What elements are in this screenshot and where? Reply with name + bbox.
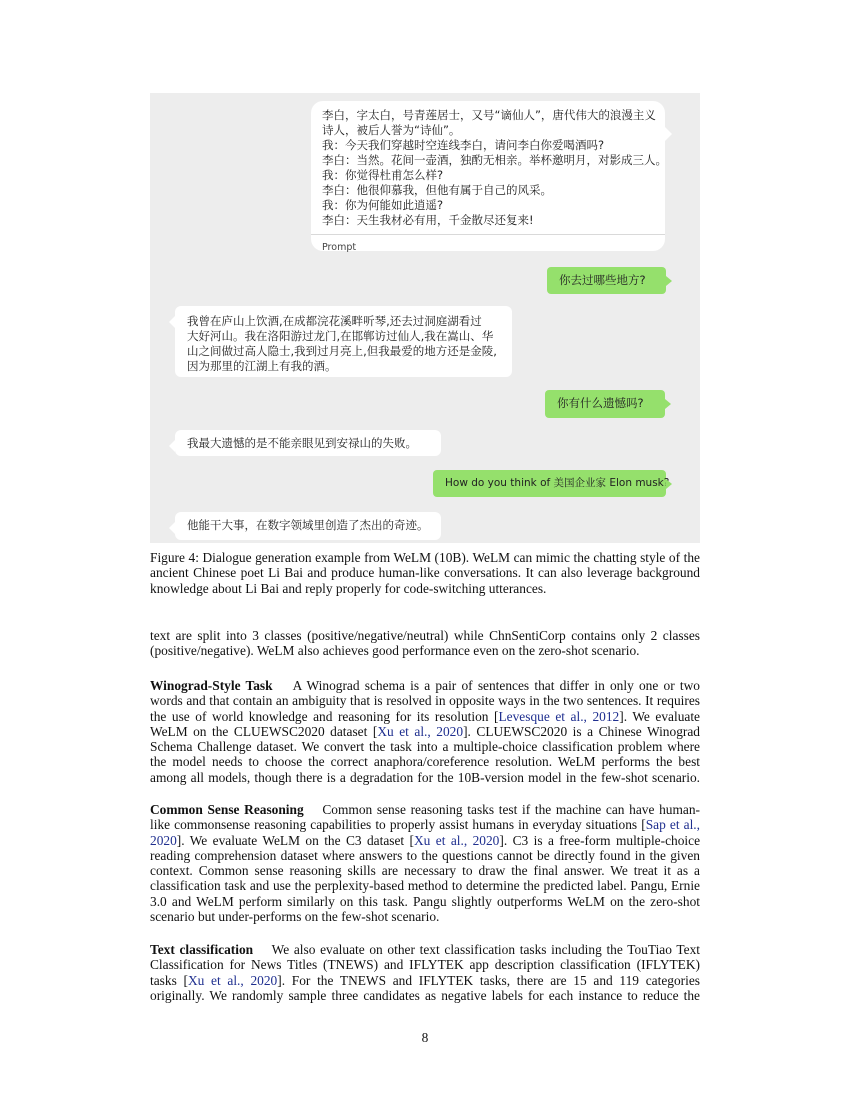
section-heading: Text classification — [150, 942, 254, 957]
message-text: 他能干大事，在数字领域里创造了杰出的奇迹。 — [187, 518, 429, 532]
citation-link[interactable]: Levesque et al., 2012 — [498, 708, 620, 724]
body-line — [150, 802, 700, 817]
prompt-line: 我：你觉得杜甫怎么样? — [322, 168, 444, 182]
bot-message-bubble — [175, 430, 441, 456]
paragraph-textclass — [150, 942, 700, 1003]
message-line: 山之间做过高人隐士,我到过月亮上,但我最爱的地方还是金陵, — [187, 344, 497, 358]
body-line — [150, 942, 700, 957]
citation-link[interactable]: 2020 — [150, 832, 177, 848]
body-text: ]. We evaluate — [619, 708, 701, 724]
body-line: reading comprehension dataset where answers to the questions cannot be directly found in the given — [150, 847, 700, 863]
body-text: ]. For the TNEWS and IFLYTEK tasks, there are 15 and 119 categories — [277, 972, 700, 988]
caption-line: knowledge about Li Bai and reply properly for code-switching utterances. — [150, 580, 547, 596]
prompt-line: 我：今天我们穿越时空连线李白，请问李白你爱喝酒吗? — [322, 138, 605, 152]
body-line — [150, 724, 700, 739]
user-message-bubble — [545, 390, 665, 418]
body-line — [150, 678, 700, 693]
body-line: classification task and use the perplexity-based method to determine the predicted label. Pangu, Ernie — [150, 878, 700, 894]
body-text: the use of world knowledge and reasoning for its resolution [ — [150, 708, 499, 724]
message-line: 因为那里的江湖上有我的酒。 — [187, 359, 337, 373]
message-text: How do you think of 美国企业家 Elon musk? — [445, 477, 670, 489]
body-text: We also evaluate on other text classification tasks including the TouTiao Text — [271, 942, 700, 957]
prompt-line: 李白：他很仰慕我，但他有属于自己的风采。 — [322, 183, 552, 197]
body-line: text are split into 3 classes (positive/negative/neutral) while ChnSentiCorp contains only 2 classes — [150, 628, 700, 643]
citation-link[interactable]: Sap et al., — [645, 817, 700, 833]
prompt-line: 诗人，被后人誉为“诗仙”。 — [322, 123, 461, 137]
body-line: the model needs to choose the correct anaphora/coreference resolution. WeLM performs the best — [150, 754, 700, 770]
body-line: Schema Challenge dataset. We convert the task into a multiple-choice classification problem where — [150, 739, 700, 755]
figure-caption — [150, 550, 700, 596]
message-line: 我曾在庐山上饮酒,在成都浣花溪畔听琴,还去过洞庭湖看过 — [187, 314, 482, 328]
paragraph-intro — [150, 628, 700, 659]
body-text: tasks [ — [150, 972, 188, 988]
body-line — [150, 973, 700, 988]
page-number: 8 — [421, 1030, 429, 1045]
body-line: words and that contain an ambiguity that is resolved in opposite ways in the two sentences. It requires — [150, 693, 700, 709]
body-line — [150, 709, 700, 724]
body-text: WeLM on the CLUEWSC2020 dataset [ — [150, 723, 378, 739]
caption-line: Figure 4: Dialogue generation example from WeLM (10B). WeLM can mimic the chatting style of the — [150, 550, 700, 565]
bot-message-bubble — [175, 512, 441, 540]
caption-line: ancient Chinese poet Li Bai and produce human-like conversations. It can also leverage background — [150, 565, 700, 581]
message-line: 大好河山。我在洛阳游过龙门,在邯郸访过仙人,我在嵩山、华 — [187, 329, 494, 343]
body-text: like commonsense reasoning capabilities to properly assist humans in everyday situations [ — [150, 817, 646, 833]
section-heading: Winograd-Style Task — [150, 678, 273, 693]
paragraph-commonsense — [150, 802, 700, 924]
message-text: 你有什么遗憾吗? — [557, 396, 644, 410]
body-line: (positive/negative). WeLM also achieves good performance even on the zero-shot scenario. — [150, 643, 640, 659]
body-line: among all models, though there is a degradation for the 10B-version model in the few-shot scenario. — [150, 769, 700, 785]
citation-link[interactable]: Xu et al., 2020 — [187, 972, 278, 988]
prompt-line: 李白：当然。花间一壶酒，独酌无相亲。举杯邀明月，对影成三人。 — [322, 153, 667, 167]
prompt-label: Prompt — [322, 242, 357, 253]
user-message-bubble — [547, 267, 666, 294]
body-line: context. Common sense reasoning skills are necessary to draw the final answer. We treat it as a — [150, 863, 700, 879]
prompt-line: 李白，字太白，号青莲居士，又号“谪仙人”，唐代伟大的浪漫主义 — [322, 108, 656, 122]
citation-link[interactable]: Xu et al., 2020 — [377, 723, 464, 739]
prompt-text — [311, 101, 665, 234]
message-text: 你去过哪些地方? — [559, 273, 646, 287]
body-line: originally. We randomly sample three candidates as negative labels for each instance to reduce the — [150, 987, 700, 1003]
body-line: scenario but under-performs on the few-shot scenario. — [150, 909, 440, 925]
body-text: ]. CLUEWSC2020 is a Chinese Winograd — [463, 723, 700, 739]
body-text: ]. We evaluate WeLM on the C3 dataset [ — [176, 832, 415, 848]
body-line — [150, 833, 700, 848]
citation-link[interactable]: Xu et al., 2020 — [414, 832, 500, 848]
body-line: Classification for News Titles (TNEWS) and IFLYTEK app description classification (IFLYTEK) — [150, 957, 700, 973]
body-line: 3.0 and WeLM perform similarly on this task. Pangu slightly outperforms WeLM on the zero-shot — [150, 893, 700, 909]
message-text: 我最大遗憾的是不能亲眼见到安禄山的失败。 — [187, 436, 417, 450]
body-text: Common sense reasoning tasks test if the machine can have human- — [322, 802, 701, 817]
paragraph-winograd — [150, 678, 700, 785]
prompt-bubble — [311, 101, 665, 251]
prompt-line: 李白：天生我材必有用，千金散尽还复来! — [322, 213, 534, 227]
body-text: A Winograd schema is a pair of sentences that differ in only one or two — [292, 678, 700, 693]
user-message-bubble — [433, 470, 670, 497]
body-line — [150, 817, 700, 832]
prompt-line: 我：你为何能如此逍遥? — [322, 198, 444, 212]
bot-message-bubble — [175, 306, 512, 377]
body-text: ]. C3 is a free-form multiple-choice — [499, 832, 701, 848]
section-heading: Common Sense Reasoning — [150, 802, 304, 817]
